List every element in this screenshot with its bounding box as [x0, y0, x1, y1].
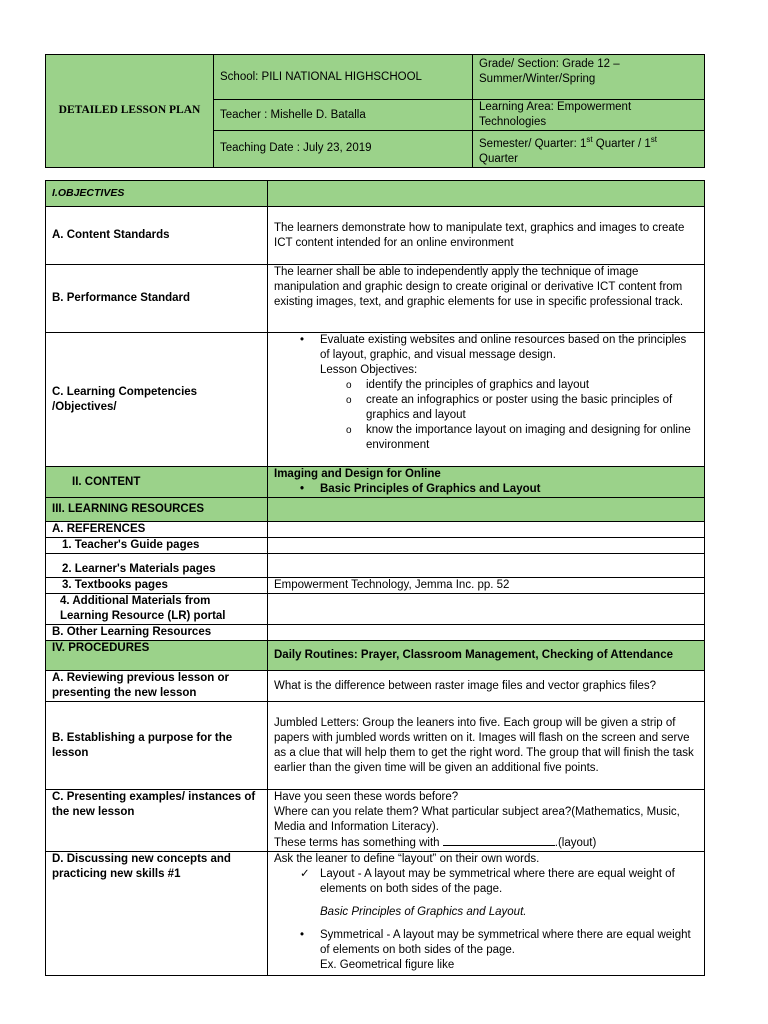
objectives-heading: I.OBJECTIVES: [46, 181, 268, 207]
procedure-b-text: Jumbled Letters: Group the leaners into five. Each group will be given a strip of papers with jumbled words written on it. Images will flash on the screen and serve as a clue that will help them to get the right word. The group that will finish the task earlier than the given time will be given an additional five points.: [268, 702, 705, 790]
content-topic: • Basic Principles of Graphics and Layout: [274, 482, 698, 497]
learning-competencies-label: C. Learning Competencies /Objectives/: [46, 333, 268, 467]
procedure-d-example: Ex. Geometrical figure like: [320, 959, 455, 971]
teacher-field: Teacher : Mishelle D. Batalla: [214, 100, 473, 131]
procedure-c-line2: Where can you relate them? What particular subject area?(Mathematics, Music, Media and Information Literacy).: [274, 806, 680, 833]
grade-section-field: Grade/ Section: Grade 12 – Summer/Winter/Spring: [473, 55, 705, 100]
teachers-guide-label: 1. Teacher's Guide pages: [46, 538, 268, 554]
procedure-a-label: A. Reviewing previous lesson or presenting the new lesson: [46, 671, 268, 702]
learning-area-field: Learning Area: Empowerment Technologies: [473, 100, 705, 131]
semester-field: Semester/ Quarter: 1st Quarter / 1st Quarter: [473, 131, 705, 168]
content-cell: [268, 467, 705, 498]
fill-in-blank: [443, 835, 555, 846]
learners-materials-cell: [268, 554, 705, 578]
additional-materials-cell: [268, 594, 705, 625]
performance-standard-text: The learner shall be able to independently apply the technique of image manipulation and graphic design to create original or derivative ICT content from existing images, text, and graphic elements for use in specific professional track.: [268, 265, 705, 333]
procedure-a-text: What is the difference between raster image files and vector graphics files?: [268, 671, 705, 702]
content-title: Imaging and Design for Online: [274, 468, 441, 480]
document-title: DETAILED LESSON PLAN: [46, 55, 214, 168]
lesson-objective-3: o know the importance layout on imaging and designing for online environment: [274, 423, 698, 453]
learning-resources-cell: [268, 498, 705, 522]
procedure-d-principles: Basic Principles of Graphics and Layout.: [320, 906, 527, 918]
procedure-c-line3: These terms has something with .(layout): [274, 837, 597, 849]
procedure-d-symmetrical: • Symmetrical - A layout may be symmetrical where there are equal weight of elements on both sides of the page.: [274, 928, 698, 958]
additional-materials-label: 4. Additional Materials from Learning Resource (LR) portal: [46, 594, 268, 625]
content-label: II. CONTENT: [46, 467, 268, 498]
objectives-heading-cell: [268, 181, 705, 207]
procedure-b-label: B. Establishing a purpose for the lesson: [46, 702, 268, 790]
daily-routines: Daily Routines: Prayer, Classroom Management, Checking of Attendance: [268, 641, 705, 671]
lesson-plan-body: [45, 180, 705, 976]
learners-materials-label: 2. Learner's Materials pages: [46, 554, 268, 578]
procedure-d-layout: ✓ Layout - A layout may be symmetrical where there are equal weight of elements on both sides of the page.: [274, 867, 698, 897]
procedure-c-line1: Have you seen these words before?: [274, 791, 459, 803]
procedure-c-cell: [268, 790, 705, 852]
content-standards-text: The learners demonstrate how to manipulate text, graphics and images to create ICT content intended for an online environment: [268, 207, 705, 265]
references-cell: [268, 522, 705, 538]
learning-competencies-cell: [268, 333, 705, 467]
performance-standard-label: B. Performance Standard: [46, 265, 268, 333]
procedure-d-label: D. Discussing new concepts and practicing new skills #1: [46, 852, 268, 976]
references-label: A. REFERENCES: [46, 522, 268, 538]
teaching-date-field: Teaching Date : July 23, 2019: [214, 131, 473, 168]
competency-main: • Evaluate existing websites and online resources based on the principles of layout, graphic, and visual message design.: [274, 333, 698, 363]
procedure-c-label: C. Presenting examples/ instances of the new lesson: [46, 790, 268, 852]
content-standards-label: A. Content Standards: [46, 207, 268, 265]
procedure-d-cell: [268, 852, 705, 976]
lesson-plan-header: [45, 54, 705, 168]
teachers-guide-cell: [268, 538, 705, 554]
procedures-label: IV. PROCEDURES: [46, 641, 268, 671]
learning-resources-label: III. LEARNING RESOURCES: [46, 498, 268, 522]
lesson-objective-2: o create an infographics or poster using the basic principles of graphics and layout: [274, 393, 698, 423]
other-resources-label: B. Other Learning Resources: [46, 625, 268, 641]
school-field: School: PILI NATIONAL HIGHSCHOOL: [214, 55, 473, 100]
textbooks-value: Empowerment Technology, Jemma Inc. pp. 52: [268, 578, 705, 594]
lesson-objectives-label: Lesson Objectives:: [320, 364, 418, 376]
procedure-d-line1: Ask the leaner to define “layout” on their own words.: [274, 853, 540, 865]
other-resources-cell: [268, 625, 705, 641]
textbooks-label: 3. Textbooks pages: [46, 578, 268, 594]
lesson-objective-1: o identify the principles of graphics and layout: [274, 378, 698, 393]
